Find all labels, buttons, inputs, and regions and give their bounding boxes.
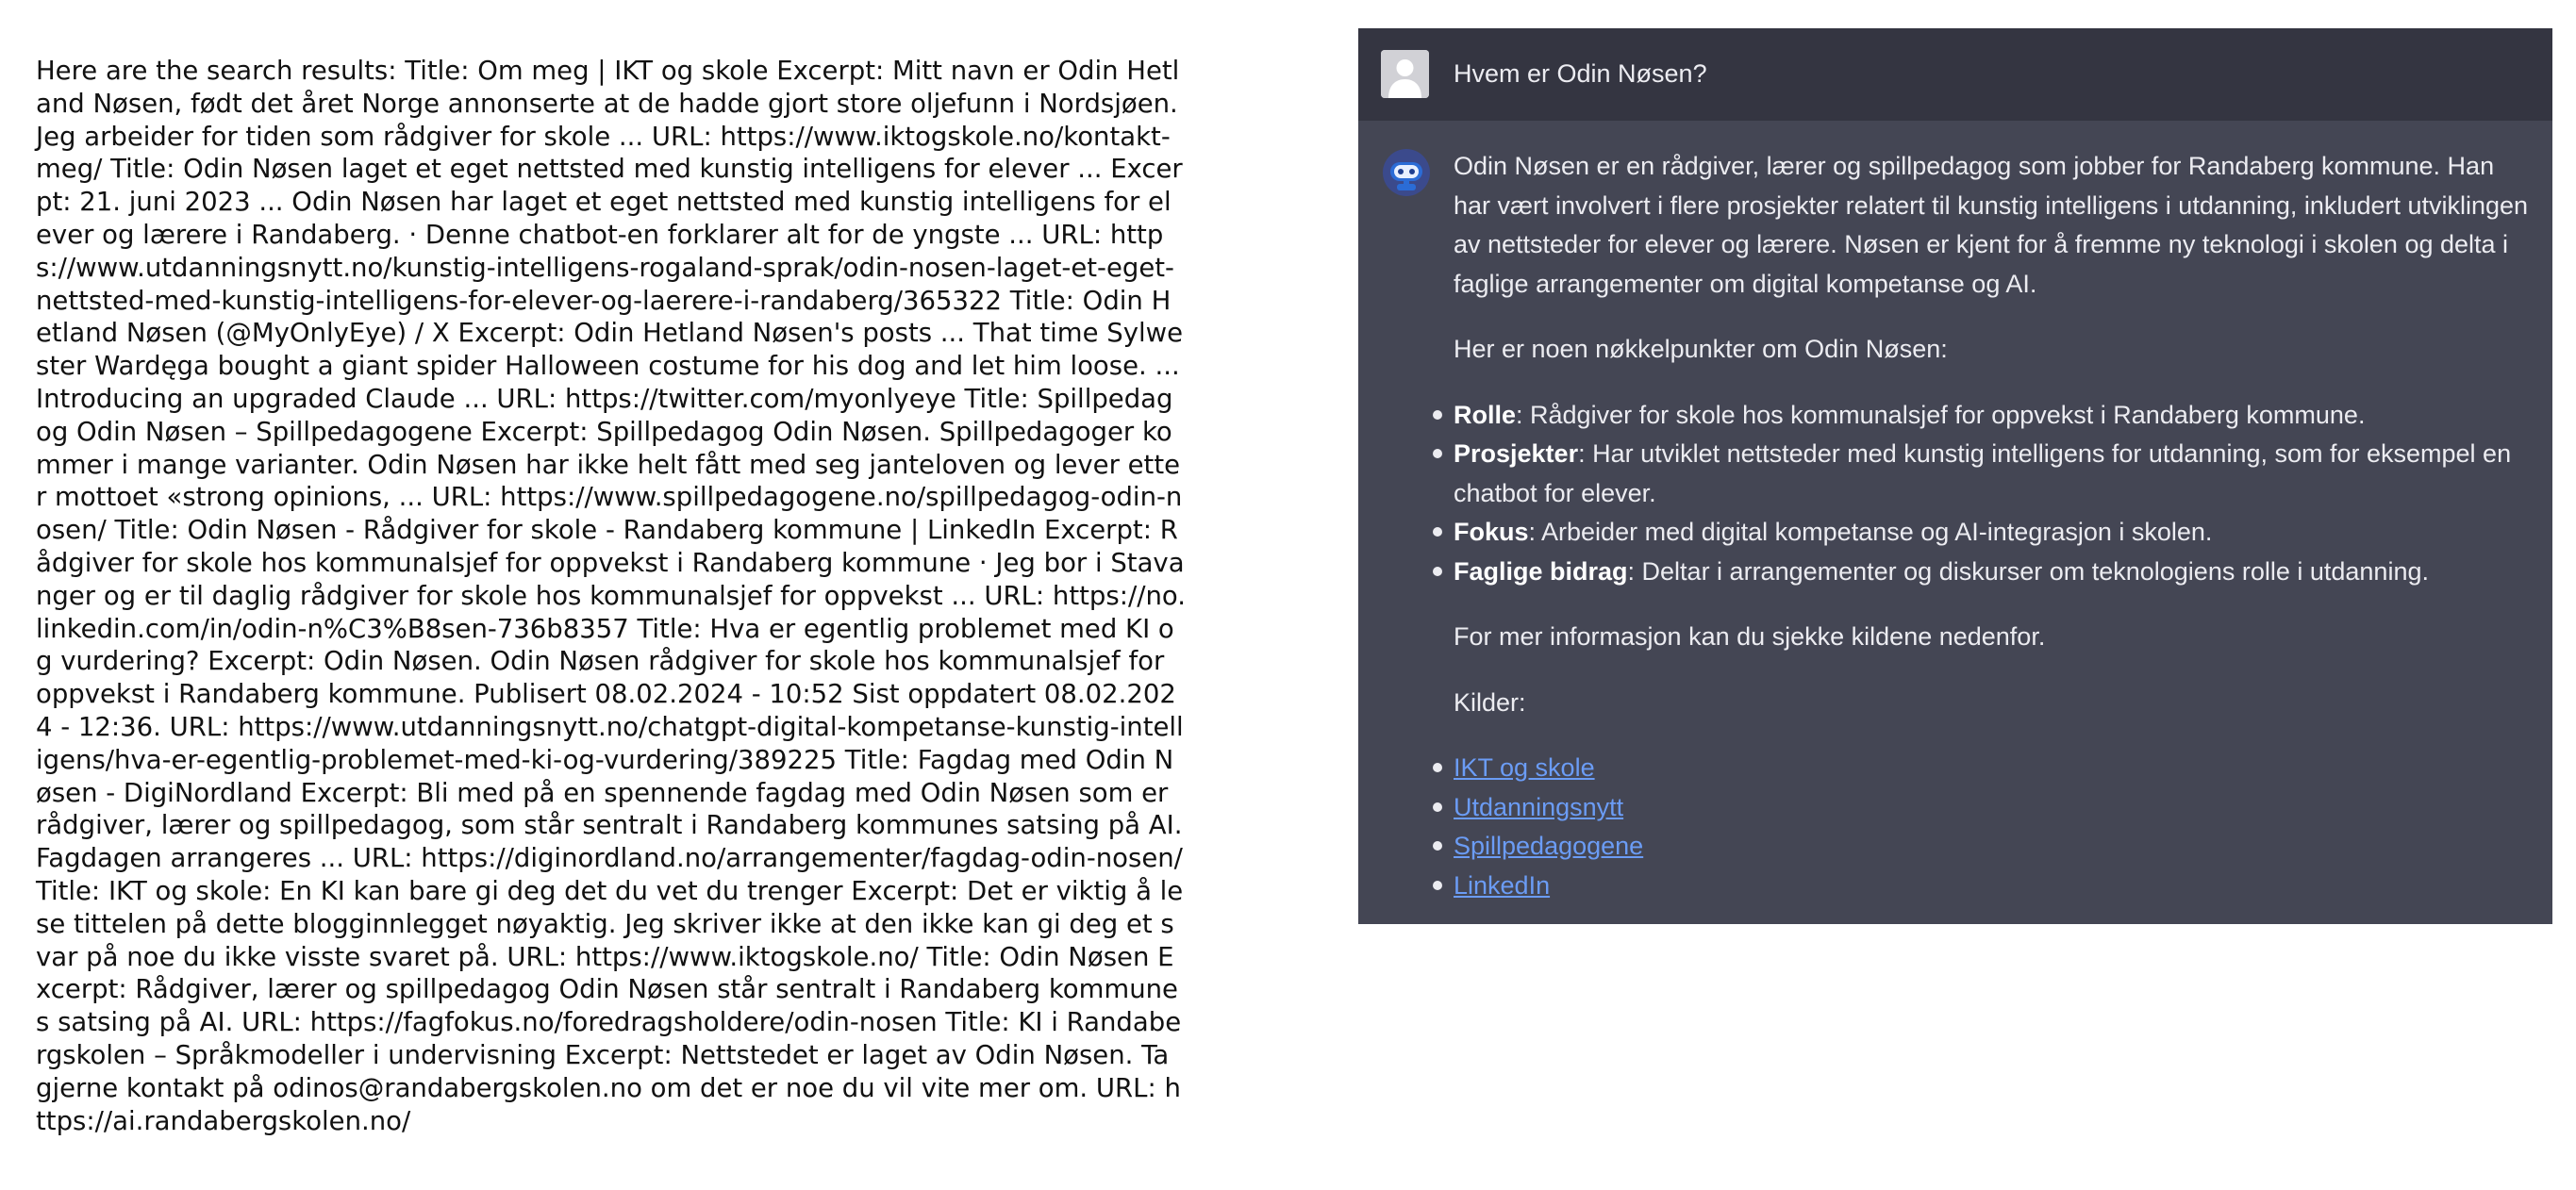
user-message-row: [1358, 28, 2552, 121]
answer-intro: Odin Nøsen er en rådgiver, lærer og spillpedagog som jobber for Randaberg kommune. Han har vært involvert i flere prosjekter relatert til kunstig intelligens i utdanning, inkludert utviklingen av nettsteder for elever og lærere. Nøsen er kjent for å fremme ny teknologi i skolen og delta i faglige arrangementer om digital kompetanse og AI.: [1454, 152, 2529, 298]
keypoints-list: [1454, 396, 2534, 592]
list-item: [1454, 749, 2534, 788]
keypoint-label: Fokus: [1454, 518, 1529, 546]
keypoint-text: : Arbeider med digital kompetanse og AI-integrasjon i skolen.: [1528, 518, 2213, 546]
list-item: [1454, 867, 2534, 906]
source-link-utdanningsnytt[interactable]: Utdanningsnytt: [1454, 792, 1624, 821]
keypoint-label: Faglige bidrag: [1454, 556, 1628, 586]
assistant-answer: [1454, 147, 2534, 932]
list-item: [1454, 396, 2534, 436]
keypoints-heading: Her er noen nøkkelpunkter om Odin Nøsen:: [1454, 335, 1948, 363]
sources-list: [1454, 749, 2534, 905]
more-info-text: For mer informasjon kan du sjekke kildene nedenfor.: [1454, 622, 2046, 651]
keypoint-text: : Deltar i arrangementer og diskurser om teknologiens rolle i utdanning.: [1627, 556, 2429, 586]
list-item: [1454, 513, 2534, 553]
chat-panel: [1358, 28, 2552, 924]
list-item: [1454, 435, 2534, 513]
source-link-spillpedagogene[interactable]: Spillpedagogene: [1454, 832, 1644, 860]
keypoint-text: : Rådgiver for skole hos kommunalsjef for oppvekst i Randaberg kommune.: [1516, 400, 2366, 429]
robot-icon: [1381, 147, 1432, 198]
source-link-ikt-og-skole[interactable]: IKT og skole: [1454, 753, 1595, 782]
keypoint-label: Rolle: [1454, 400, 1517, 429]
user-question: Hvem er Odin Nøsen?: [1454, 59, 1707, 88]
user-avatar-icon: [1381, 50, 1429, 98]
keypoint-label: Prosjekter: [1454, 439, 1579, 468]
list-item: [1454, 788, 2534, 828]
search-results-text: Here are the search results: Title: Om meg | IKT og skole Excerpt: Mitt navn er Odin Hetland Nøsen, født det året Norge annonserte at de hadde gjort store oljefunn i Nordsjøen. Jeg arbeider for tiden som rådgiver for skole ... URL: https://www.iktogskole.no/kontakt-meg/ Title: Odin Nøsen laget et eget nettsted med kunstig intelligens for elever ... Excerpt: 21. juni 2023 ... Odin Nøsen har laget et eget nettsted med kunstig intelligens for elever og lærere i Randaberg. · Denne chatbot-en forklarer alt for de yngste ... URL: https://www.utdanningsnytt.no/kunstig-intelligens-rogaland-sprak/odin-nosen-laget-et-eget-nettsted-med-kunstig-intelligens-for-elever-og-laerere-i-randaberg/365322 Title: Odin Hetland Nøsen (@MyOnlyEye) / X Excerpt: Odin Hetland Nøsen's posts ... That time Sylwester Wardęga bought a giant spider Halloween costume for his dog and let him loose. ... Introducing an upgraded Claude ... URL: https://twitter.com/myonlyeye Title: Spillpedagog Odin Nøsen – Spillpedagogene Excerpt: Spillpedagog Odin Nøsen. Spillpedagoger kommer i mange varianter. Odin Nøsen har ikke helt fått med seg janteloven og lever etter mottoet «strong opinions, ... URL: https://www.spillpedagogene.no/spillpedagog-odin-nosen/ Title: Odin Nøsen - Rådgiver for skole - Randaberg kommune | LinkedIn Excerpt: Rådgiver for skole hos kommunalsjef for oppvekst i Randaberg kommune · Jeg bor i Stavanger og er til daglig rådgiver for skole hos kommunalsjef for oppvekst ... URL: https://no.linkedin.com/in/odin-n%C3%B8sen-736b8357 Title: Hva er egentlig problemet med KI og vurdering? Excerpt: Odin Nøsen. Odin Nøsen rådgiver for skole hos kommunalsjef for oppvekst i Randaberg kommune. Publisert 08.02.2024 - 10:52 Sist oppdatert 08.02.2024 - 12:36. URL: https://www.utdanningsnytt.no/chatgpt-digital-kompetanse-kunstig-intelligens/hva-er-egentlig-problemet-med-ki-og-vurdering/389225 Title: Fagdag med Odin Nøsen - DigiNordland Excerpt: Bli med på en spennende fagdag med Odin Nøsen som er rådgiver, lærer og spillpedagog, som står sentralt i Randaberg kommunes satsing på AI. Fagdagen arrangeres ... URL: https://diginordland.no/arrangementer/fagdag-odin-nosen/ Title: IKT og skole: En KI kan bare gi deg det du vet du trenger Excerpt: Det er viktig å lese tittelen på dette blogginnlegget nøyaktig. Jeg skriver ikke at den ikke kan gi deg et svar på noe du ikke visste svaret på. URL: https://www.iktogskole.no/ Title: Odin Nøsen Excerpt: Rådgiver, lærer og spillpedagog Odin Nøsen står sentralt i Randaberg kommunes satsing på AI. URL: https://fagfokus.no/foredragsholdere/odin-nosen Title: KI i Randabergskolen – Språkmodeller i undervisning Excerpt: Nettstedet er laget av Odin Nøsen. Ta gjerne kontakt på odinos@randabergskolen.no om det er noe du vil vite mer om. URL: https://ai.randabergskolen.no/: [36, 56, 1186, 1136]
source-link-linkedin[interactable]: LinkedIn: [1454, 870, 1551, 900]
sources-heading: Kilder:: [1454, 687, 1526, 717]
list-item: [1454, 827, 2534, 867]
keypoint-text: : Har utviklet nettsteder med kunstig intelligens for utdanning, som for eksempel en chatbot for elever.: [1454, 439, 2512, 507]
list-item: [1454, 553, 2534, 592]
